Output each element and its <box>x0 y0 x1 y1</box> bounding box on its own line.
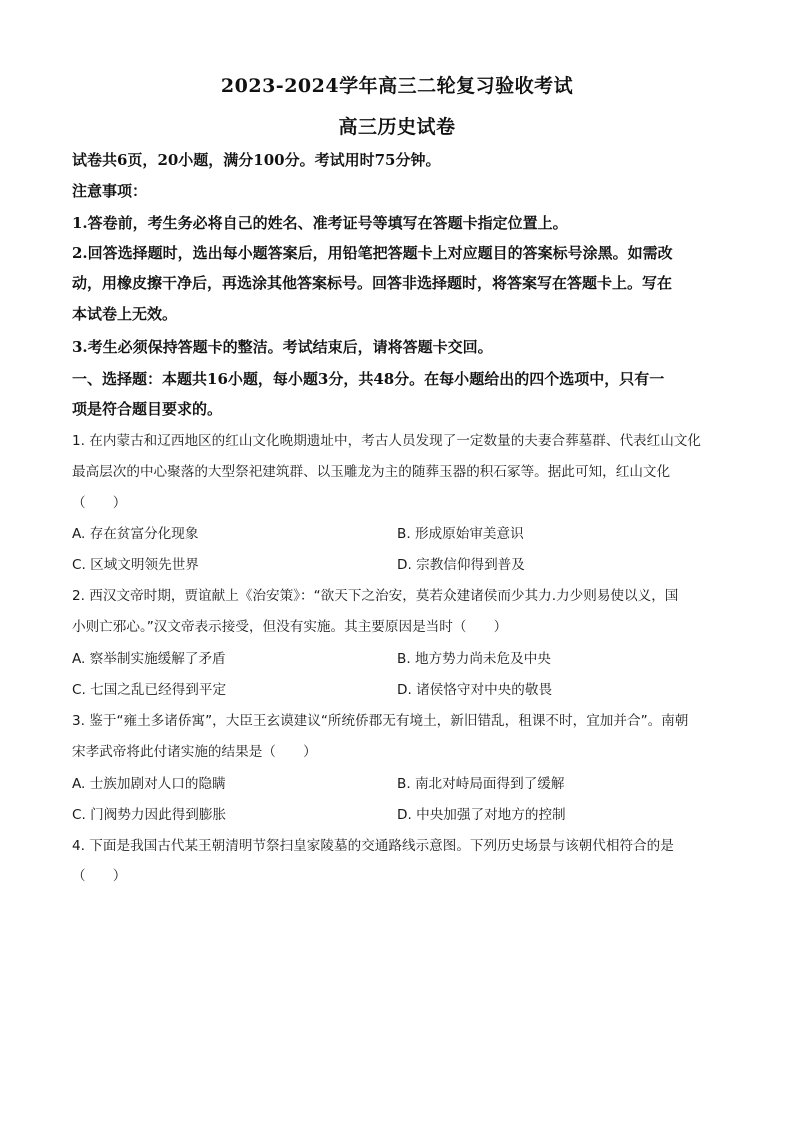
exam-info: 试卷共6页，20小题，满分100分。考试用时75分钟。 <box>72 151 441 169</box>
exam-subtitle: 高三历史试卷 <box>338 116 456 138</box>
question-1-stem-line-2: 最高层次的中心聚落的大型祭祀建筑群、以玉雕龙为主的随葬玉器的积石冢等。据此可知，红山文化 <box>72 464 671 480</box>
question-1-stem-line-1: 1. 在内蒙古和辽西地区的红山文化晚期遗址中，考古人员发现了一定数量的夫妻合葬墓群、代表红山文化 <box>72 433 702 449</box>
section-heading-line-2: 项是符合题目要求的。 <box>72 400 223 418</box>
section-heading-line-1: 一、选择题：本题共16小题，每小题3分，共48分。在每小题给出的四个选项中，只有一 <box>72 370 665 388</box>
notice-item-2-line-2: 动，用橡皮擦干净后，再选涂其他答案标号。回答非选择题时，将答案写在答题卡上。写在 <box>72 274 673 292</box>
notice-heading: 注意事项： <box>72 182 148 200</box>
question-3-option-a: A. 士族加剧对人口的隐瞒 <box>72 776 226 792</box>
question-4-stem-line-1: 4. 下面是我国古代某王朝清明节祭扫皇家陵墓的交通路线示意图。下列历史场景与该朝代相符合的是 <box>72 838 674 854</box>
notice-item-2-line-1: 2.回答选择题时，选出每小题答案后，用铅笔把答题卡上对应题目的答案标号涂黑。如需改 <box>72 244 673 262</box>
question-2-stem-line-2: 小则亡邪心。”汉文帝表示接受，但没有实施。其主要原因是当时（ ） <box>72 619 508 635</box>
exam-title: 2023-2024学年高三二轮复习验收考试 <box>220 75 574 97</box>
question-1-option-d: D. 宗教信仰得到普及 <box>397 557 525 573</box>
question-3-stem-line-1: 3. 鉴于“雍土多诸侨寓”，大臣王玄谟建议“所统侨郡无有境土，新旧错乱，租课不时，宜加并合”。南朝 <box>72 713 689 729</box>
question-3-stem-line-2: 宋孝武帝将此付诸实施的结果是（ ） <box>72 744 317 760</box>
question-4-answer-blank: （ ） <box>72 868 127 884</box>
question-3-option-b: B. 南北对峙局面得到了缓解 <box>397 776 565 792</box>
question-2-option-b: B. 地方势力尚未危及中央 <box>397 651 551 667</box>
question-2-option-d: D. 诸侯恪守对中央的敬畏 <box>397 682 553 698</box>
question-3-option-d: D. 中央加强了对地方的控制 <box>397 807 566 823</box>
question-2-option-a: A. 察举制实施缓解了矛盾 <box>72 651 226 667</box>
question-2-option-c: C. 七国之乱已经得到平定 <box>72 682 227 698</box>
question-1-option-b: B. 形成原始审美意识 <box>397 526 524 542</box>
notice-item-1: 1.答卷前，考生务必将自己的姓名、准考证号等填写在答题卡指定位置上。 <box>72 214 568 232</box>
question-1-option-a: A. 存在贫富分化现象 <box>72 526 199 542</box>
question-1-option-c: C. 区域文明领先世界 <box>72 557 199 573</box>
question-1-answer-blank: （ ） <box>72 495 127 511</box>
question-2-stem-line-1: 2. 西汉文帝时期，贾谊献上《治安策》：“欲天下之治安，莫若众建诸侯而少其力.力少则易使以义，国 <box>72 588 679 604</box>
question-3-option-c: C. 门阀势力因此得到膨胀 <box>72 807 227 823</box>
notice-item-3: 3.考生必须保持答题卡的整洁。考试结束后，请将答题卡交回。 <box>72 338 493 356</box>
notice-item-2-line-3: 本试卷上无效。 <box>72 305 178 323</box>
